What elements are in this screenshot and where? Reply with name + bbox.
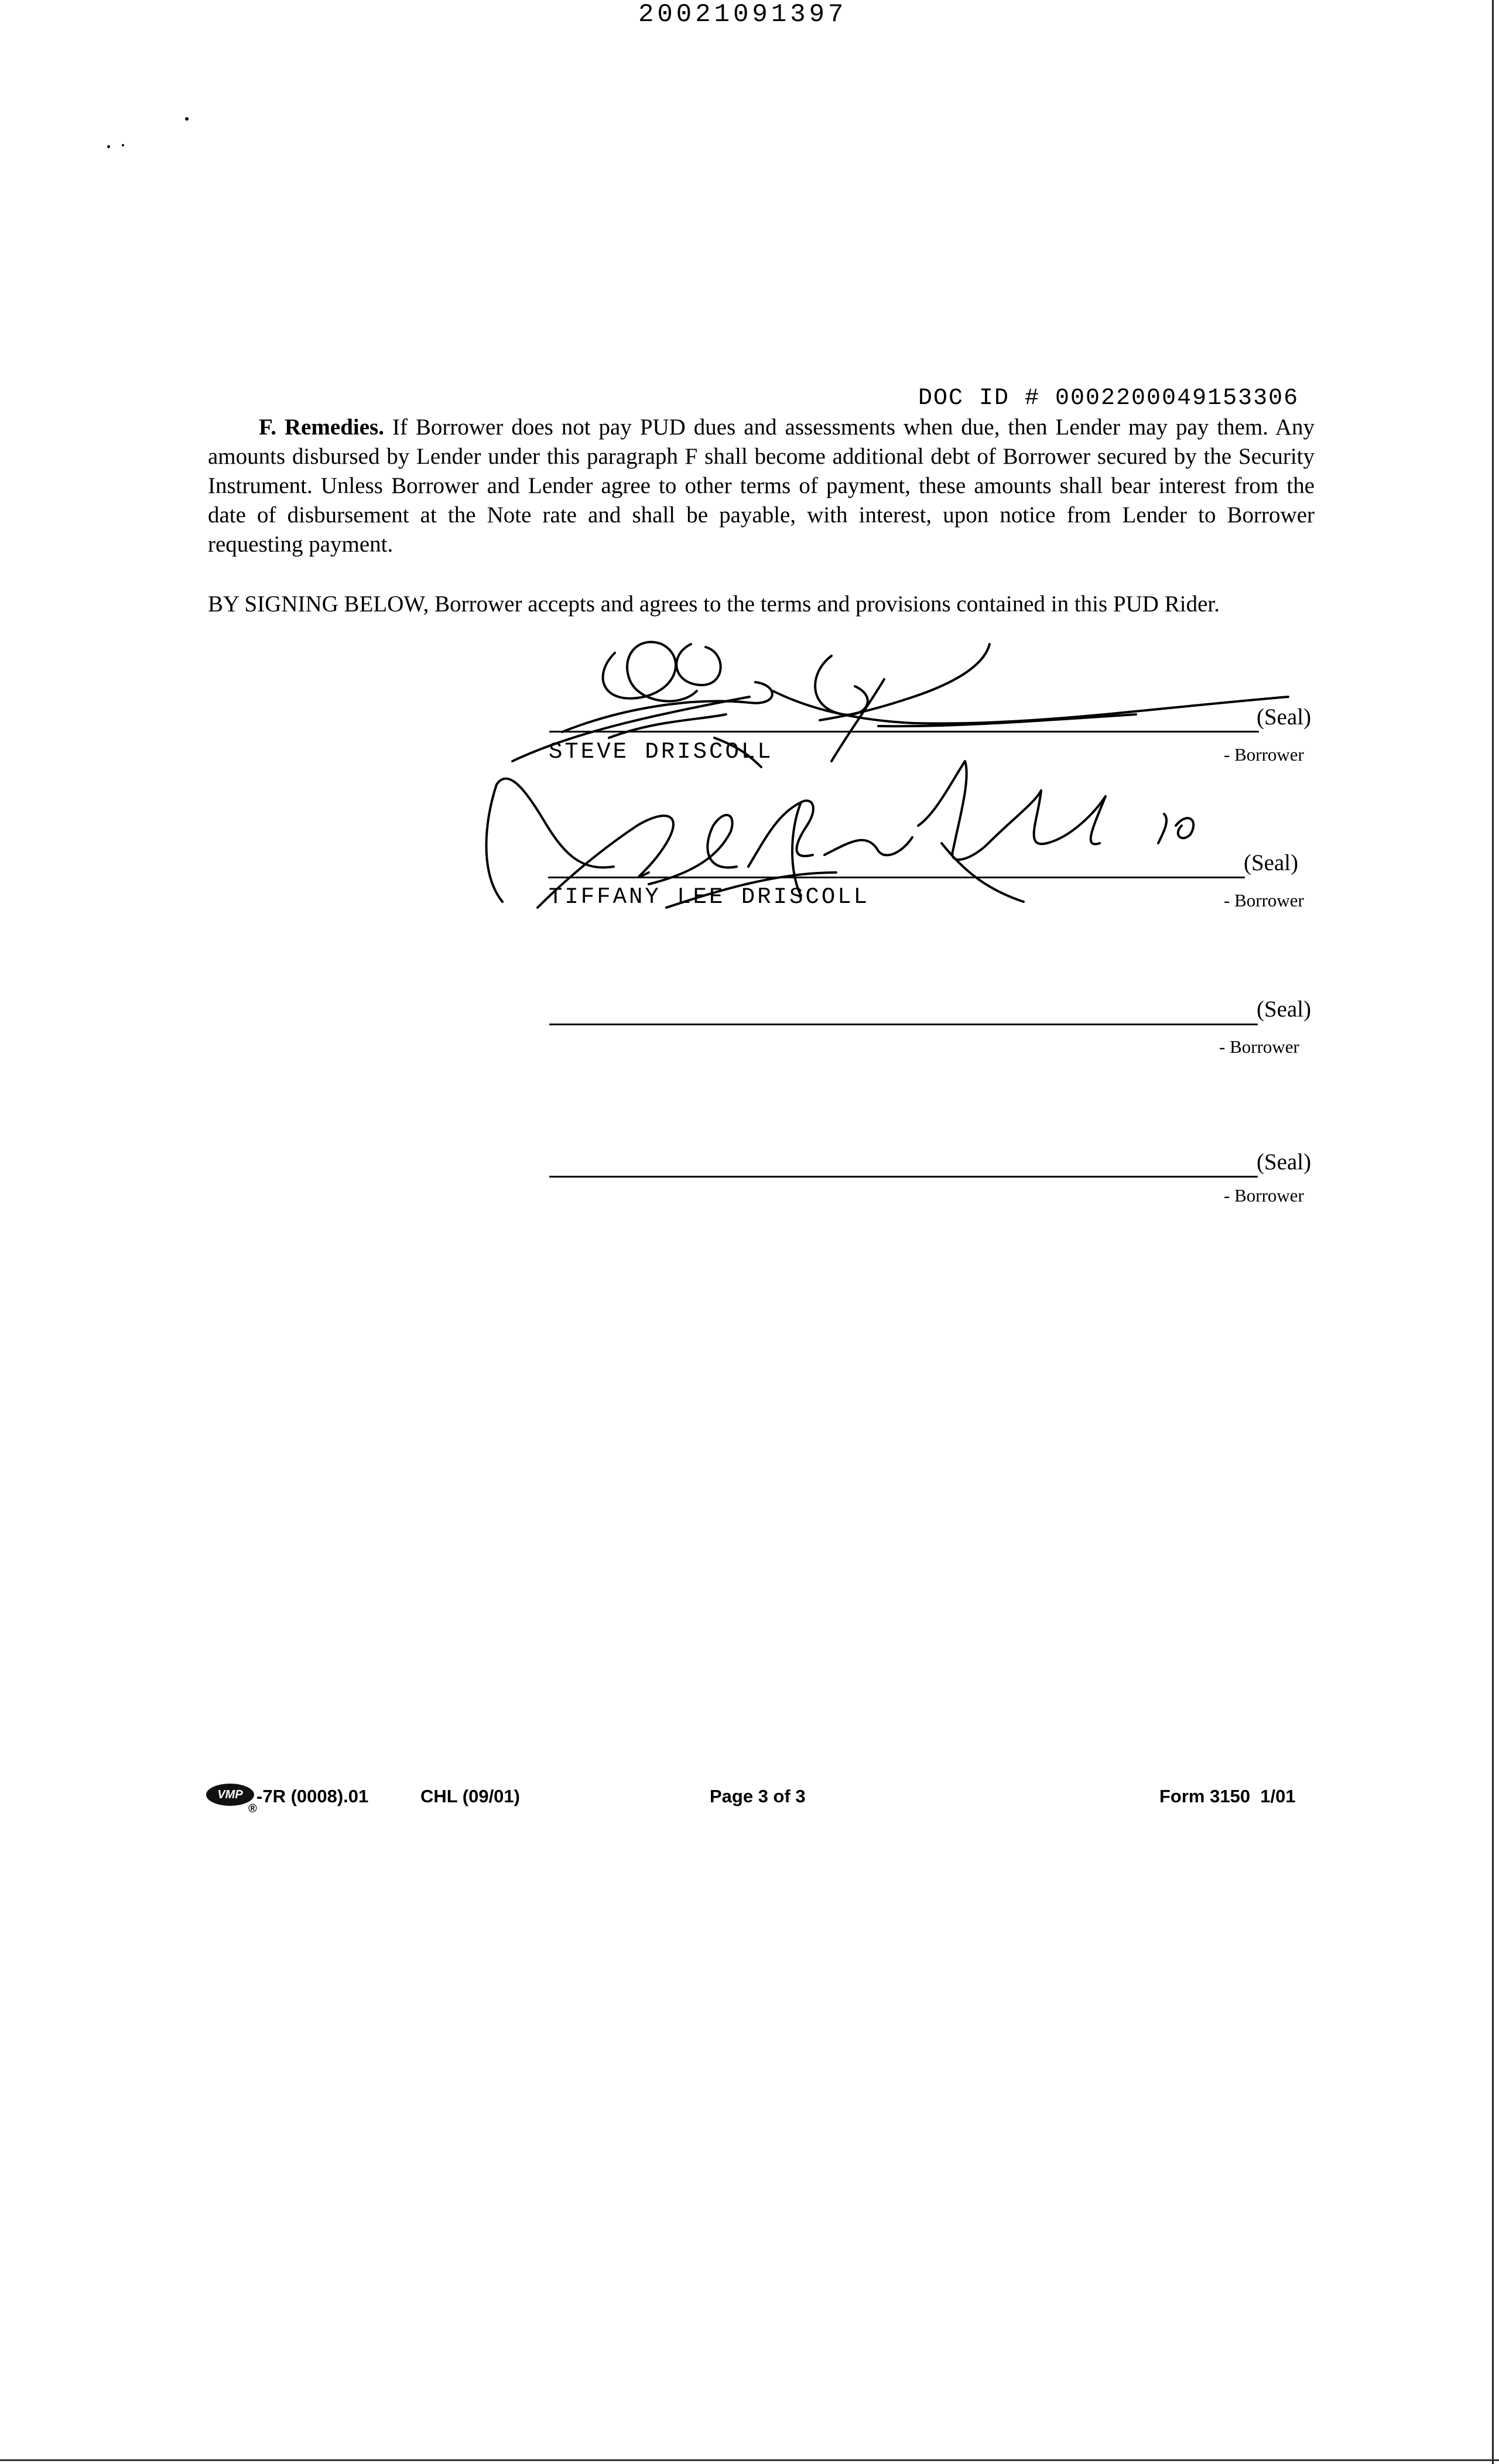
borrower-label-4: - Borrower bbox=[1224, 1185, 1304, 1206]
borrower-label-2: - Borrower bbox=[1224, 890, 1304, 911]
seal-label-3: (Seal) bbox=[1257, 997, 1312, 1022]
vmp-logo: VMP bbox=[206, 1784, 254, 1806]
by-signing-statement: BY SIGNING BELOW, Borrower accepts and agrees to the terms and provisions contained in this PUD Rider. bbox=[208, 591, 1220, 617]
doc-id: DOC ID # 0002200049153306 bbox=[918, 385, 1299, 412]
seal-label-4: (Seal) bbox=[1257, 1149, 1312, 1175]
remedies-heading: F. Remedies. bbox=[259, 415, 384, 440]
signature-tiffany-lee-driscoll bbox=[473, 755, 1234, 931]
registered-mark: ® bbox=[248, 1802, 257, 1815]
remedies-text: If Borrower does not pay PUD dues and assessments when due, then Lender may pay them. Any amounts disbursed by Lender under this paragraph F shall become additional debt of Borrower secured by the Security Instrument. Unless Borrower and Lender agree to other terms of payment, these amounts shall bear interest from the date of disbursement at the Note rate and shall be payable, with interest, upon notice from Lender to Borrower requesting payment. bbox=[208, 415, 1315, 557]
scan-edge-bottom bbox=[0, 2459, 1499, 2461]
signature-line-3 bbox=[549, 1024, 1258, 1025]
borrower-label-1: - Borrower bbox=[1224, 744, 1304, 765]
seal-label-1: (Seal) bbox=[1257, 704, 1312, 730]
form-code: -7R (0008).01 bbox=[256, 1786, 369, 1806]
signature-steve-driscoll bbox=[504, 621, 1335, 773]
form-number: Form 3150 1/01 bbox=[1159, 1786, 1296, 1806]
chl-code: CHL (09/01) bbox=[420, 1786, 520, 1806]
seal-label-2: (Seal) bbox=[1244, 850, 1299, 875]
page-number: Page 3 of 3 bbox=[710, 1786, 806, 1806]
scan-edge-right bbox=[1492, 0, 1494, 2464]
scan-speck bbox=[107, 145, 110, 148]
scan-speck bbox=[185, 117, 189, 121]
recording-number: 20021091397 bbox=[638, 0, 847, 29]
borrower-name-2: TIFFANY LEE DRISCOLL bbox=[549, 884, 870, 910]
signature-line-4 bbox=[549, 1176, 1258, 1178]
scan-speck bbox=[122, 144, 124, 146]
borrower-name-1: STEVE DRISCOLL bbox=[549, 739, 774, 765]
remedies-paragraph bbox=[208, 413, 1315, 559]
borrower-label-3: - Borrower bbox=[1219, 1036, 1299, 1057]
